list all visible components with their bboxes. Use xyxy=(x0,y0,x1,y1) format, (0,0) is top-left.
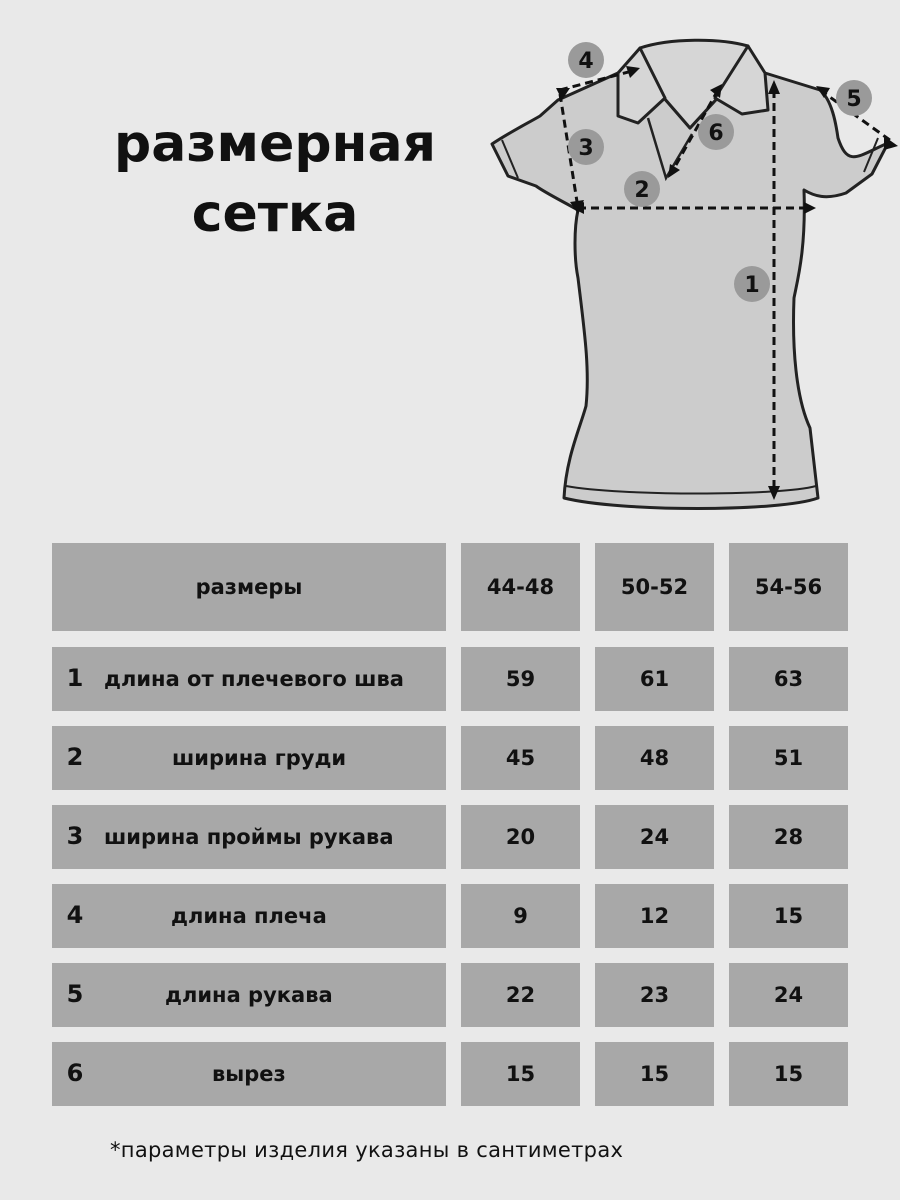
row-4-label: длина плеча xyxy=(171,904,327,928)
row-1-label: длина от плечевого шва xyxy=(104,667,404,691)
marker-3-label: 3 xyxy=(578,136,594,161)
page-title-line2: сетка xyxy=(191,184,359,244)
header-size-cell-2 xyxy=(595,543,714,631)
marker-4-label: 4 xyxy=(578,49,594,74)
marker-5-label: 5 xyxy=(846,87,862,112)
row-2-value-2: 48 xyxy=(595,726,714,790)
row-1-value-1: 59 xyxy=(461,647,580,711)
marker-6 xyxy=(698,114,734,150)
shirt-outline xyxy=(492,68,888,509)
row-3-label: ширина проймы рукава xyxy=(104,825,394,849)
row-3-value-3: 28 xyxy=(729,805,848,869)
row-4-number: 4 xyxy=(66,901,84,929)
header-label-cell xyxy=(52,543,446,631)
row-4-value-3: 15 xyxy=(729,884,848,948)
row-4-value-2: 12 xyxy=(595,884,714,948)
marker-5 xyxy=(836,80,872,116)
row-6-label: вырез xyxy=(212,1062,286,1086)
row-5-value-3: 24 xyxy=(729,963,848,1027)
row-6-value-2: 15 xyxy=(595,1042,714,1106)
row-3-number: 3 xyxy=(66,822,84,850)
page-title-line1: размерная xyxy=(114,114,436,174)
row-1-number: 1 xyxy=(66,664,84,692)
header-size-cell-1 xyxy=(461,543,580,631)
footnote: *параметры изделия указаны в сантиметрах xyxy=(110,1138,624,1162)
row-2-value-3: 51 xyxy=(729,726,848,790)
row-5-value-2: 23 xyxy=(595,963,714,1027)
row-5-label: длина рукава xyxy=(165,983,333,1007)
polo-shirt-diagram xyxy=(480,28,900,528)
marker-6-label: 6 xyxy=(708,121,724,146)
row-4-value-1: 9 xyxy=(461,884,580,948)
marker-1 xyxy=(734,266,770,302)
marker-3 xyxy=(568,129,604,165)
row-5-number: 5 xyxy=(66,980,84,1008)
row-3-value-1: 20 xyxy=(461,805,580,869)
header-size-2: 50-52 xyxy=(620,575,689,599)
row-2-value-1: 45 xyxy=(461,726,580,790)
header-size-cell-3 xyxy=(729,543,848,631)
row-6-value-1: 15 xyxy=(461,1042,580,1106)
marker-1-label: 1 xyxy=(744,273,760,298)
row-1-value-2: 61 xyxy=(595,647,714,711)
row-6-number: 6 xyxy=(66,1059,84,1087)
row-2-label: ширина груди xyxy=(172,746,347,770)
marker-2 xyxy=(624,171,660,207)
marker-4 xyxy=(568,42,604,78)
header-label: размеры xyxy=(195,575,303,599)
header-size-1: 44-48 xyxy=(486,575,555,599)
row-2-number: 2 xyxy=(66,743,84,771)
row-1-value-3: 63 xyxy=(729,647,848,711)
row-5-value-1: 22 xyxy=(461,963,580,1027)
row-3-value-2: 24 xyxy=(595,805,714,869)
row-6-value-3: 15 xyxy=(729,1042,848,1106)
header-size-3: 54-56 xyxy=(754,575,823,599)
marker-2-label: 2 xyxy=(634,178,650,203)
